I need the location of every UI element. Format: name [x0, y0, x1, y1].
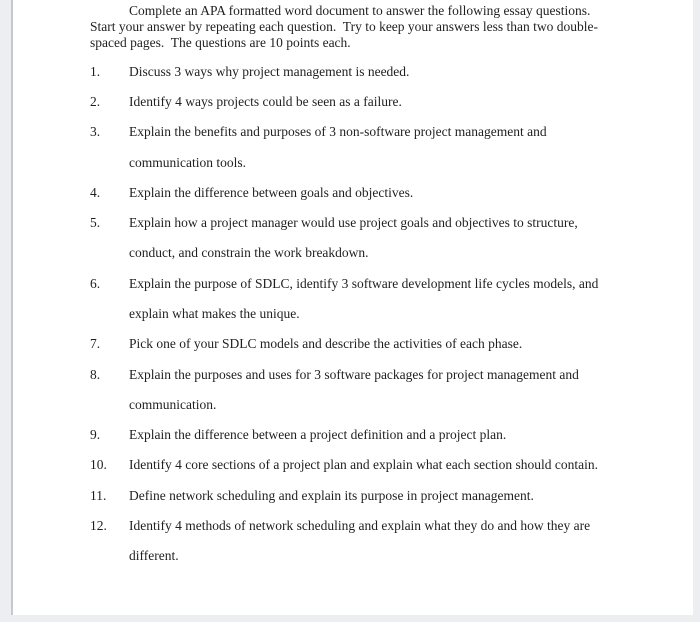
question-number: 10. [90, 457, 107, 473]
question-item [90, 450, 618, 480]
question-number: 11. [90, 487, 107, 503]
question-item [90, 360, 618, 421]
question-text: Identify 4 ways projects could be seen as a failure. [129, 93, 402, 109]
question-item [90, 481, 618, 511]
question-item [90, 269, 618, 330]
question-item [90, 87, 618, 117]
assignment-instructions: Complete an APA formatted word document to answer the following essay questions. Start your answer by repeating each question. Try to keep your answers less than two double-spaced pages. The questions are 10 points each. [90, 3, 599, 51]
question-item [90, 420, 618, 450]
question-item [90, 178, 618, 208]
question-text: Explain the difference between a project definition and a project plan. [129, 427, 507, 443]
question-number: 2. [90, 93, 101, 109]
question-item [90, 511, 618, 572]
question-number: 8. [90, 366, 101, 382]
question-text: Explain the benefits and purposes of 3 non-software project management and communication tools. [129, 124, 547, 170]
question-number: 3. [90, 124, 101, 140]
question-text: Explain the purposes and uses for 3 software packages for project management and communication. [129, 366, 579, 412]
question-number: 9. [90, 427, 101, 443]
question-text: Pick one of your SDLC models and describe the activities of each phase. [129, 336, 523, 352]
question-text: Explain the purpose of SDLC, identify 3 software development life cycles models, and explain what makes the unique. [129, 275, 599, 321]
question-number: 12. [90, 518, 107, 534]
question-text: Explain how a project manager would use project goals and objectives to structure, conduct, and constrain the work breakdown. [129, 215, 578, 261]
question-text: Identify 4 methods of network scheduling and explain what they do and how they are different. [129, 518, 591, 564]
document-page [11, 0, 693, 615]
question-text: Discuss 3 ways why project management is needed. [129, 63, 410, 79]
question-number: 5. [90, 215, 101, 231]
question-list [90, 57, 618, 572]
question-item [90, 117, 618, 178]
question-text: Identify 4 core sections of a project plan and explain what each section should contain. [129, 457, 598, 473]
question-text: Explain the difference between goals and objectives. [129, 184, 414, 200]
document-content [13, 0, 618, 572]
question-text: Define network scheduling and explain its purpose in project management. [129, 487, 534, 503]
question-number: 7. [90, 336, 101, 352]
question-item [90, 329, 618, 359]
question-number: 4. [90, 184, 101, 200]
question-item [90, 57, 618, 87]
question-number: 6. [90, 275, 101, 291]
question-item [90, 208, 618, 269]
question-number: 1. [90, 63, 101, 79]
